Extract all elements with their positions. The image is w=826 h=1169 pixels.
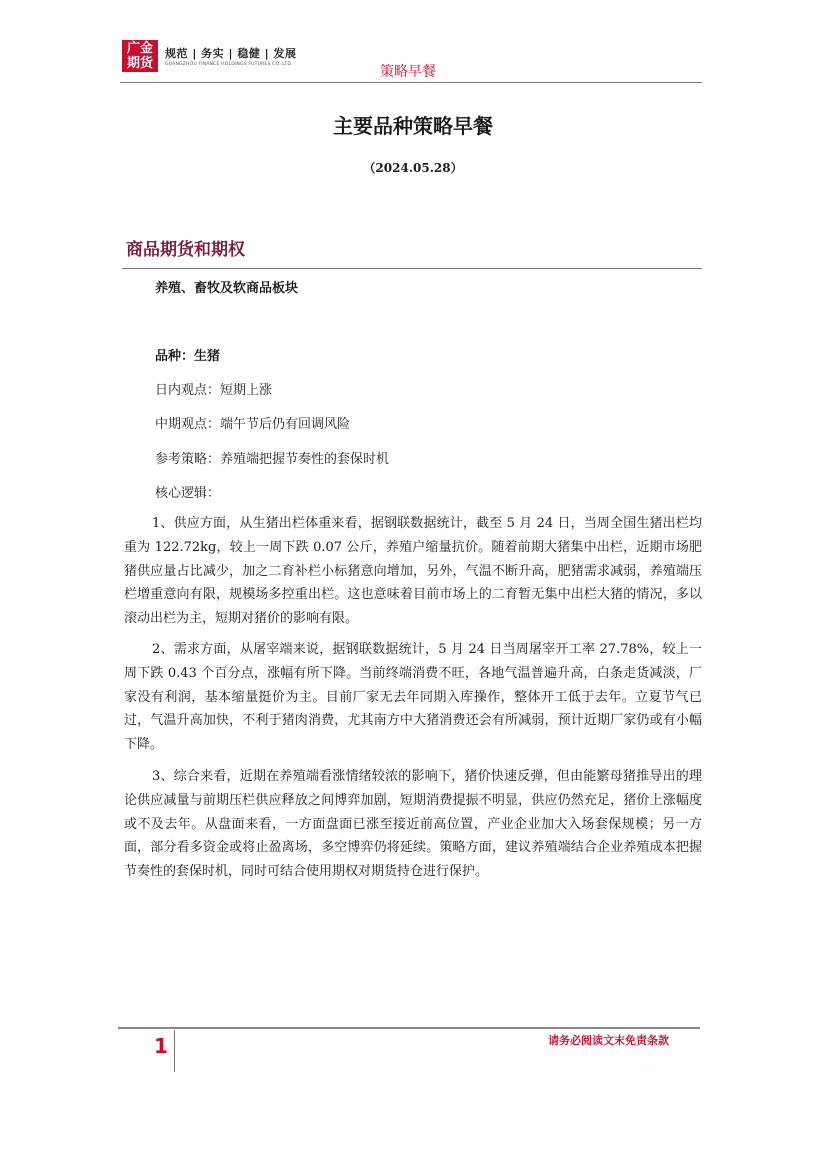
section-heading: 商品期货和期权 [126,240,245,260]
report-type-label: 策略早餐 [380,64,436,80]
company-logo [122,40,158,72]
paragraph-supply: 1、供应方面，从生猪出栏体重来看，据钢联数据统计，截至 5 月 24 日，当周全国生猪出栏均重为 122.72kg，较上一周下跌 0.07 公斤，养殖户缩量抗价。随着前期大猪集中出栏，近期市场肥猪供应量占比减少，加之二育补栏小标猪意向增加，另外，气温不断升高，肥猪需求减弱，养殖端压栏增重意向有限，规模场多控重出栏。这也意味着目前市场上的二育暂无集中出栏大猪的情况，多以滚动出栏为主，短期对猪价的影响有限。 [124,516,702,627]
subsection-heading: 养殖、畜牧及软商品板块 [155,281,299,296]
document-title: 主要品种策略早餐 [333,114,493,138]
reference-strategy: 参考策略：养殖端把握节奏性的套保时机 [155,452,390,467]
disclaimer-notice: 请务必阅读文末免责条款 [548,1034,669,1047]
document-date: （2024.05.28） [363,161,463,175]
footer-vertical-divider [174,1030,175,1072]
footer-divider [118,1027,700,1029]
logo-line-2: 期货 [126,56,153,71]
section-divider [122,268,702,269]
paragraph-demand: 2、需求方面，从屠宰端来说，据钢联数据统计，5 月 24 日当周屠宰开工率 27.78%，较上一周下跌 0.43 个百分点，涨幅有所下降。当前终端消费不旺，各地气温普遍升高，白条走货减淡，厂家没有利润，基本缩量挺价为主。目前厂家无去年同期入库操作，整体开工低于去年。立夏节气已过，气温升高加快，不利于猪肉消费，尤其南方中大猪消费还会有所减弱，预计近期厂家仍或有小幅下降。 [124,642,702,753]
midterm-view: 中期观点：端午节后仍有回调风险 [155,417,351,432]
paragraph-summary: 3、综合来看，近期在养殖端看涨情绪较浓的影响下，猪价快速反弹，但由能繁母猪推导出的理论供应减量与前期压栏供应释放之间博弈加剧，短期消费提振不明显，供应仍然充足，猪价上涨幅度或不及去年。从盘面来看，一方面盘面已涨至接近前高位置，产业企业加大入场套保规模；另一方面，部分看多资金或将止盈离场，多空博弈仍将延续。策略方面，建议养殖端结合企业养殖成本把握节奏性的套保时机，同时可结合使用期权对期货持仓进行保护。 [124,769,702,880]
intraday-view: 日内观点：短期上涨 [155,383,273,398]
company-english-name: GUANGZHOU FINANCE HOLDINGS FUTURES CO.,LTD. [165,62,293,67]
variety-name: 品种：生猪 [155,349,221,364]
company-slogan: 规范 | 务实 | 稳健 | 发展 [165,47,297,60]
core-logic-label: 核心逻辑： [155,486,221,501]
logo-line-1: 广金 [126,41,153,56]
page-number: 1 [154,1034,168,1058]
header-divider [120,82,702,83]
